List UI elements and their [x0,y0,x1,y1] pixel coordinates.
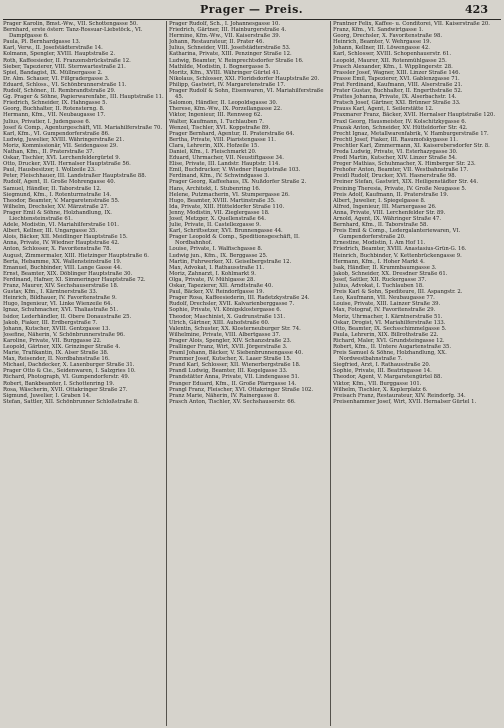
directory-entry: Karoline, Private, VII. Burggasse 22. [3,337,102,344]
directory-entry: Moritz, Kfm., XVIII. Währinger Gürtel 41. [169,69,281,76]
directory-entry: Ulrich, Gärtner, XIII. Auhofstraße 60. [169,319,270,326]
directory-entry: Prager Emil & Söhne, Holzhandlung, IX. Liechtensteinstraße 61. [3,209,112,222]
directory-entry: Pranger Eduard, Kfm., II. Große Pfarrgasse 14. [169,380,297,387]
directory-entry: Prager Karolin, Bmst.-Ww., VII. Schottengasse 50. [3,21,138,27]
directory-entry: Siegmund, Kfm., I. Rotenturmstraße 14. [3,191,112,198]
directory-entry: Albert, Juwelier, I. Spiegelgasse 8. [333,197,426,204]
directory-entry: Louise, Private, I. Walfischgasse 8. [169,246,263,253]
directory-entry: Preda Ludwig, Private, VI. Esterhazygasse 30. [333,148,458,155]
directory-entry: Paul, Bäcker, XV. Reindorfgasse 19. [169,289,265,296]
directory-entry: Gustav, Kfm., I. Kärntnerstraße 33. [3,289,98,296]
directory-entry: Oskar, Drogist, VI. Mariahilferstraße 133. [333,319,446,326]
directory-entry: Heinrich, Buchbinder, V. Kettenbrückengasse 9. [333,252,462,259]
directory-entry: Anna, Private, VIII. Lerchenfelder Str. 89. [333,209,446,216]
directory-entry: Preis Adolf, Kaufmann, II. Praterstraße 19. [333,191,449,198]
directory-entry: Walter, Kaufmann, I. Tuchlauben 7. [169,118,264,125]
directory-entry: Michael, Dachdecker, X. Laxenburger Straße 31. [3,362,135,369]
directory-entry: Viktor, Ingenieur, III. Rennweg 62. [169,112,263,119]
directory-entry: Prauss Karl, Agent, I. Seilerstätte 12. [333,106,434,113]
directory-entry: Leopold, Maurer, XII. Rotenmühlgasse 25. [333,57,447,64]
directory-entry: Julius, Advokat, I. Tuchlauben 18. [333,283,424,290]
directory-entry: Prazak Anton, Schneider, XV. Hütteldorfer Str. 42. [333,124,468,131]
directory-entry: Martin, Fuhrwerker, XI. Geiselbergstraße 12. [169,258,292,265]
directory-entry: Johann, Restaurateur, II. Prater 46. [169,39,265,46]
directory-entry: Sophie, Private, III. Beatrixgasse 14. [333,368,432,375]
directory-entry: Friedrich, Gärtner, III. Hainburgerstraße 4. [169,27,287,34]
directory-entry: Ignaz, Schuhmacher, XVI. Thaliastraße 51. [3,307,119,314]
directory-entry: Franz, Kfm., VI. Sandwirtgasse 1. [333,27,424,34]
directory-entry: Prasch Anton, Tischler, XV. Sechshauserstr. 66. [169,398,296,405]
directory-entry: August, Zimmermaler, XIII. Hietzinger Hauptstraße 6. [3,252,149,259]
directory-entry: Karl, Kfm., VI. Gumpendorferstraße 86. [3,130,110,137]
directory-entry: Prater Gustav, Buchhalter, II. Engerthstraße 52. [333,88,463,95]
directory-entry: Sophie, Private, VI. Königsklostergasse 6. [169,307,282,314]
directory-entry: Julius, Privatier, I. Judengasse 6. [3,118,91,125]
directory-entry: Prager Rosa, Kaffeesiederin, III. Radetzkystraße 24. [169,295,310,302]
directory-entry: Clara, Lehrerin, XIX. Hofzeile 15. [169,142,260,149]
directory-entry: Georg, Buchhalter, II. Rotensterng. 8. [3,106,105,113]
directory-entry: Prattes Johanna, Private, IX. Alserbachstr. 14. [333,94,457,101]
directory-entry: Moriz, Uhrmacher, I. Kärntnerstraße 51. [333,313,443,320]
directory-entry: Prandl Ludwig, Beamter, III. Kegelgasse 33. [169,368,288,375]
directory-entry: Pratsch Josef, Gärtner, XXI. Brünner Straße 33. [333,100,461,107]
directory-entry: Albert, Kellner, III. Ungargasse 35. [3,228,98,235]
directory-entry: Sigmund, Juwelier, I. Graben 14. [3,392,91,399]
directory-entry: Kolmann, Spengler, XVIII. Hauptstraße 2. [3,51,116,58]
directory-entry: Preis Karl & Sohn, Spediteure, III. Aspangstr. 2. [333,289,463,296]
directory-entry: Hugo, Ingenieur, VI. Linke Wienzeile 64. [3,301,113,308]
directory-entry: Julie, Private, II. Castellezgasse 9. [169,222,261,229]
directory-entry: Prager Rudolf & Sohn, Eisenwaren, VI. Mariahilferstraße 45. [169,88,324,101]
directory-entry: Leo, Kaufmann, VII. Neubaugasse 77. [333,295,435,302]
directory-entry: Spiel, Bandagist, IX. Müllnergasse 2. [3,69,103,76]
directory-entry: Prangl Franz, Fleischer, XVI. Ottakringer Straße 102. [169,386,314,393]
directory-entry: Jakob, Fiaker, III. Erdbergstraße 7. [3,319,98,326]
directory-entry: Isak, Händler, II. Krummbaumgasse 3. [333,264,437,271]
directory-entry: Karl, Schriftsetzer, XVI. Brunnengasse 44. [169,228,283,235]
directory-entry: Heinrich, Beamter, V. Wehrgasse 19. [333,39,432,46]
directory-entry: Preiner Stefan, Gastwirt, XIX. Heiligenstädter Str. 44. [333,179,479,186]
directory-entry: Robert, Kfm., II. Untere Augartenstraße 35. [333,343,452,350]
directory-entry: Prallinger Franz, Wirt, XVII. Jörgerstraße 3. [169,343,288,350]
directory-entry: Prager Leopold & Comp., Speditionsgeschäft, II. Nordbahnhof. [169,234,300,247]
directory-entry: Elise, Private, III. Landstr. Hauptstr. 114. [169,161,280,168]
directory-entry: Bernhard, Kfm., II. Taborstraße 58. [333,222,429,229]
directory-entry: Prasch Alexander, Kfm., I. Wipplingerstr. 28. [333,63,453,70]
directory-entry: Robert, Bankbeamter, I. Schottenring 19. [3,380,115,387]
directory-entry: Prantner Felix, Kaffee- u. Conditorei, VII. Kaiserstraße 20. [333,21,490,27]
directory-entry: Prassler Josef, Wagner, XIII. Linzer Straße 146. [333,69,461,76]
running-head: Prager — Preis. [200,3,304,16]
directory-entry: Siegfried, Arzt, I. Rathausstraße 20. [333,362,431,369]
directory-entry: Daniel, Kfm., I. Fleischmarkt 20. [169,148,257,155]
directory-entry: Paul, Hausbesitzer, I. Wollzeile 23. [3,167,96,174]
directory-entry: Alfred, Ingenieur, III. Marxergasse 26. [333,203,437,210]
directory-entry: Emanuel, Buchbinder, VIII. Lange Gasse 44. [3,264,122,271]
directory-entry: Adele, Modistin, VI. Mariahilferstraße 101. [3,222,119,229]
directory-entry: Dr. Alm. Schauer, VI. Fillgradergasse 3. [3,75,110,82]
directory-entry: Louise, Private, XIII. Lainzer Straße 39. [333,301,441,308]
directory-entry: Otto, Beamter, IX. Sechsschimmelgasse 5. [333,325,447,332]
directory-entry: Anton, Schlosser, X. Favoritenstraße 78. [3,246,112,253]
header-rule [3,19,501,20]
directory-entry: Jakob, Schneider, XX. Dresdner Straße 61. [333,270,448,277]
directory-entry: Max, Reisender, II. Nordbahnstraße 16. [3,356,110,363]
directory-entry: Richard, Photograph, VI. Gumpendorferstr. 49. [3,374,130,381]
directory-entry: Emil, Buchdrucker, V. Wiedner Hauptstraße 103. [169,167,301,174]
directory-entry: Prammer Josef, Kutscher, X. Laaer Straße 15. [169,356,292,363]
directory-entry: Johann, Kutscher, XVIII. Gentzgasse 13. [3,325,111,332]
directory-entry: Moriz, Kommissionär, VII. Seidengasse 29. [3,142,118,149]
directory-entry: Ludwig jun., Kfm., IX. Berggasse 25. [169,252,268,259]
directory-entry: Marie, Trafikantin, IX. Alser Straße 38. [3,350,109,357]
directory-entry: Theodor, Maschinist, X. Gudrunstraße 131. [169,313,286,320]
directory-entry: Theodor, Beamter, V. Margaretenstraße 55. [3,197,120,204]
directory-entry: Praxmarer Franz, Bäcker, XVII. Hernalser Hauptstraße 120. [333,112,496,119]
directory-entry: Roth, Kaffeesieder, II. Franzensbrückstraße 12. [3,57,131,64]
column-divider-2 [330,21,331,726]
directory-entry: Leopold, Gärtner, XIX. Grinzinger Straße 4. [3,343,121,350]
directory-entry: Friedrich, Schneider, IX. Hahngasse 5. [3,100,108,107]
directory-entry: Ferdinand, Hafner, XI. Simmeringer Hauptstraße 72. [3,276,146,283]
directory-entry: Wenzel, Tischler, XVI. Koppstraße 89. [169,124,271,131]
directory-entry: Helene, Putzmacherin, VI. Stumpergasse 26. [169,191,290,198]
directory-entry: Josefine, Näherin, V. Schönbrunnerstraße 96. [3,331,125,338]
directory-entry: Therese, Kfm.-Ww., IX. Porzellangasse 22. [169,106,282,113]
directory-entry: Peter, Fleischhauer, III. Landstraßer Hauptstraße 88. [3,173,147,180]
directory-entry: Ludwig, Beamter, V. Reinprechtsdorfer Straße 16. [169,57,304,64]
directory-entry: Pranz Marie, Näherin, IV. Rainergasse 8. [169,392,280,399]
directory-entry: Prehofer Anton, Beamter, VII. Westbahnstraße 17. [333,167,469,174]
directory-entry: Wilhelmine, Private, VIII. Albertgasse 37. [169,331,281,338]
directory-entry: Prager Bernhard, Agentur, II. Praterstraße 64. [169,130,295,137]
directory-entry: Praml Johann, Bäcker, V. Siebenbrunnengasse 40. [169,350,303,357]
directory-entry: Preisach Franz, Restaurateur, XIV. Reindorfg. 34. [333,392,466,399]
directory-entry: Preining Theresia, Private, IV. Große Neugasse 5. [333,185,467,192]
directory-entry: Prand Karl, Schlosser, XII. Wienerbergstraße 18. [169,362,301,369]
directory-entry: Predl Martin, Kutscher, XIV. Linzer Straße 54. [333,155,457,162]
directory-entry: Precht Ignaz, Metallwarenfabrik, V. Hamburgerstraße 17. [333,130,489,137]
directory-entry: Wilhelm, Tischler, X. Keplerplatz 6. [333,386,428,393]
directory-entry: Friedrich, Beamter, XVIII. Anastasius-Grün-G. 16. [333,246,467,253]
column-divider-1 [166,21,167,726]
directory-entry: Hans, Architekt, I. Stubenring 16. [169,185,261,192]
directory-entry: Karl, Verw., II. Josefstädterstraße 14. [3,45,103,52]
directory-entry: Ludwig, Juwelier, XVIII. Währingerstraße 21. [3,136,125,143]
directory-entry: Prandstätter Anna, Private, VII. Lindengasse 51. [169,374,300,381]
directory-entry: Hugo, Beamter, XVIII. Martinstraße 35. [169,197,276,204]
directory-entry: Richard, Maler, XVI. Grundsteingasse 12. [333,337,445,344]
directory-entry: Georg, Drechsler, X. Favoritenstraße 98. [333,33,443,40]
directory-entry: Wilhelm, Drechsler, XV. Märzstraße 27. [3,203,109,210]
directory-entry: Prechtl Josef, Fiaker, III. Rasumofskygasse 11. [333,136,458,143]
directory-entry: Alois, Bäcker, XII. Meidlinger Hauptstraße 15. [3,234,128,241]
directory-entry: Berta, Hebamme, XX. Wallensteinstraße 19. [3,258,122,265]
directory-entry: Prager Otto & Cie., Seidenwaren, I. Salzgries 10. [3,368,136,375]
directory-entry: Katharina, Private, XIII. Penzinger Straße 12. [169,51,292,58]
directory-entry: Rosa, Wäscherin, XVII. Ottakringer Straße 27. [3,386,128,393]
directory-entry: Preis Samuel & Söhne, Holzhandlung, XX. Nordwestbahnstraße 7. [333,350,447,363]
directory-entry: Praxl Georg, Hausmeister, IV. Kolschitzkygasse 6. [333,118,467,125]
directory-entry: Josef, Sattler, XII. Ruckergasse 37. [333,276,427,283]
directory-entry: Preisenhammer Josef, Wirt, XVII. Hernalser Gürtel 1. [333,398,477,405]
directory-entry: Samuel, Händler, II. Taborstraße 12. [3,185,102,192]
directory-entry: Nathan, Kfm., II. Praterstraße 37. [3,148,95,155]
directory-entry: Moriz, Zahnarzt, I. Kohlmarkt 9. [169,270,256,277]
directory-entry: Preger Mathias, Schuhmacher, X. Himberger Str. 23. [333,161,476,168]
directory-entry: Bertha, Private, VIII. Piaristengasse 11. [169,136,276,143]
directory-entry: Arnold, Agent, IX. Währinger Straße 47. [333,216,442,222]
directory-entry: Hermann, Kfm., I. Hoher Markt 4. [333,258,425,265]
directory-entry: Eduard, Schloss., VI. Schönbrunnerstraße 11. [3,81,127,88]
directory-entry: Prager Rudolf, Sch., I. Johannesgasse 10. [169,21,281,27]
directory-entry: Isidor, Lederhändler, II. Obere Donaustraße 25. [3,313,132,320]
directory-entry: Bernhard, erste österr. Tanz-Rossuar-Liebstöck., VI. Dampfgasse 6. [3,27,143,40]
directory-entry: Valentin, Schuster, XX. Klosterneuburger Str. 74. [169,325,301,332]
directory-entry: Olga, Private, IV. Mühlgasse 28. [169,276,256,283]
directory-entry: Paula, Pl. Bernhardgasse 13. [3,39,81,46]
directory-entry: Franz, Maurer, XIV. Sechshauserstraße 18. [3,283,119,290]
directory-entry: Otto, Drucker, XVII. Hernalser Hauptstraße 56. [3,161,131,168]
directory-entry: Max, Advokat, I. Rathausstraße 11. [169,264,265,271]
directory-entry: Viktor, Kfm., VII. Burggasse 101. [333,380,422,387]
directory-entry: Paula, Lehrerin, XIX. Billrothstraße 22. [333,331,439,338]
directory-entry: Max, Fotograf, IV. Favoritenstraße 29. [333,307,436,314]
directory-entry: Karl, Schlosser, XVIII. Schopenhauerstr. 61. [333,51,452,58]
directory-entry: Ernst, Beamter, XIX. Döblinger Hauptstraße 30. [3,270,133,277]
directory-entry: Mathilde, Modistin, I. Bognergasse 5. [169,63,271,70]
page-number: 423 [465,3,488,16]
directory-entry: Gg. Prager & Söhne, Papierwarenfabr., III. Hauptstraße 11. [3,94,164,101]
directory-entry: Rudolf, Agent, II. Große Mohrengasse 40. [3,179,116,186]
directory-entry: Nikolaus, Schlosser, XXI. Floridsdorfer Hauptstraße 20. [169,75,320,82]
column-2 [169,21,330,726]
directory-entry: Salomon, Händler, II. Leopoldsgasse 30. [169,100,278,107]
directory-entry: Julius, Schneider, VIII. Josefstädterstraße 53. [169,45,291,52]
column-3 [333,21,501,726]
directory-entry: Philipp, Gastwirt, IV. Margaretenstraße 17. [169,81,286,88]
directory-entry: Oskar, Tischler, XVI. Lerchenfeldergürtel 9. [3,155,121,162]
directory-entry: Sieber, Tapezierer, VIII. Sternwartestraße 21. [3,63,126,70]
directory-entry: Stefan, Sattler, XII. Schönbrunner Schloßstraße 8. [3,398,139,405]
directory-entry: Ernestine, Modistin, I. Am Hof 11. [333,240,426,247]
directory-entry: Prat Ferdinand, Kaufmann, VIII. Alserstraße 21. [333,81,463,88]
directory-entry: Josef, Metzger, X. Quellenstraße 64. [169,216,266,222]
page-header [0,0,504,18]
directory-entry: Prechtler Karl, Zimmermann, XI. Kaiserebersdorfer Str. 8. [333,142,490,149]
directory-entry: Oskar, Tapezierer, XII. Arndtstraße 40. [169,283,274,290]
directory-entry: Prager Georg, Kaffeehaus, IX. Nußdorfer Straße 2. [169,179,307,186]
column-1 [3,21,166,726]
directory-entry: Hermann, Kfm., VII. Neubaugasse 17. [3,112,106,119]
directory-entry: Preis Emil & Comp., Ledergalanteriewaren, VI. Gumpendorferstraße 20. [333,228,461,241]
directory-entry: Rudolf, Schöner., II. Rembrandtstraße 29. [3,88,116,95]
directory-entry: Theodor, Agent, V. Margaretengürtel 88. [333,374,443,381]
directory-entry: Jenny, Modistin, VII. Zieglergasse 18. [169,209,270,216]
directory-entry: Preidl Rudolf, Drucker, XVI. Hasnerstraße 98. [333,173,457,180]
directory-entry: Prager Alois, Spengler, XIV. Schanzstraße 23. [169,337,292,344]
directory-entry: Josef & Comp., Agenturgeschäft, VII. Mariahilferstraße 70. [3,124,163,131]
directory-entry: Hermine, Kfm.-Ww., VII. Kaiserstraße 39. [169,33,281,40]
directory-entry: Johann, Kellner, III. Löwengasse 42. [333,45,430,52]
directory-entry: Ida, Private, XIII. Hütteldorfer Straße 110. [169,203,285,210]
directory-entry: Anna, Private, IV. Wiedner Hauptstraße 42. [3,240,120,247]
directory-entry: Heinrich, Bildhauer, IV. Favoritenstraße 9. [3,295,117,302]
directory-entry: Eduard, Uhrmacher, VII. Neustiftgasse 34. [169,155,284,162]
directory-entry: Rudolf, Drechsler, XVII. Kalvarienberggasse 7. [169,301,295,308]
directory-entry: Ferdinand, Kfm., IV. Schwindgasse 3. [169,173,270,180]
directory-entry: Prasse Emil, Tapezierer, XVI. Gablenzgasse 71. [333,75,460,82]
